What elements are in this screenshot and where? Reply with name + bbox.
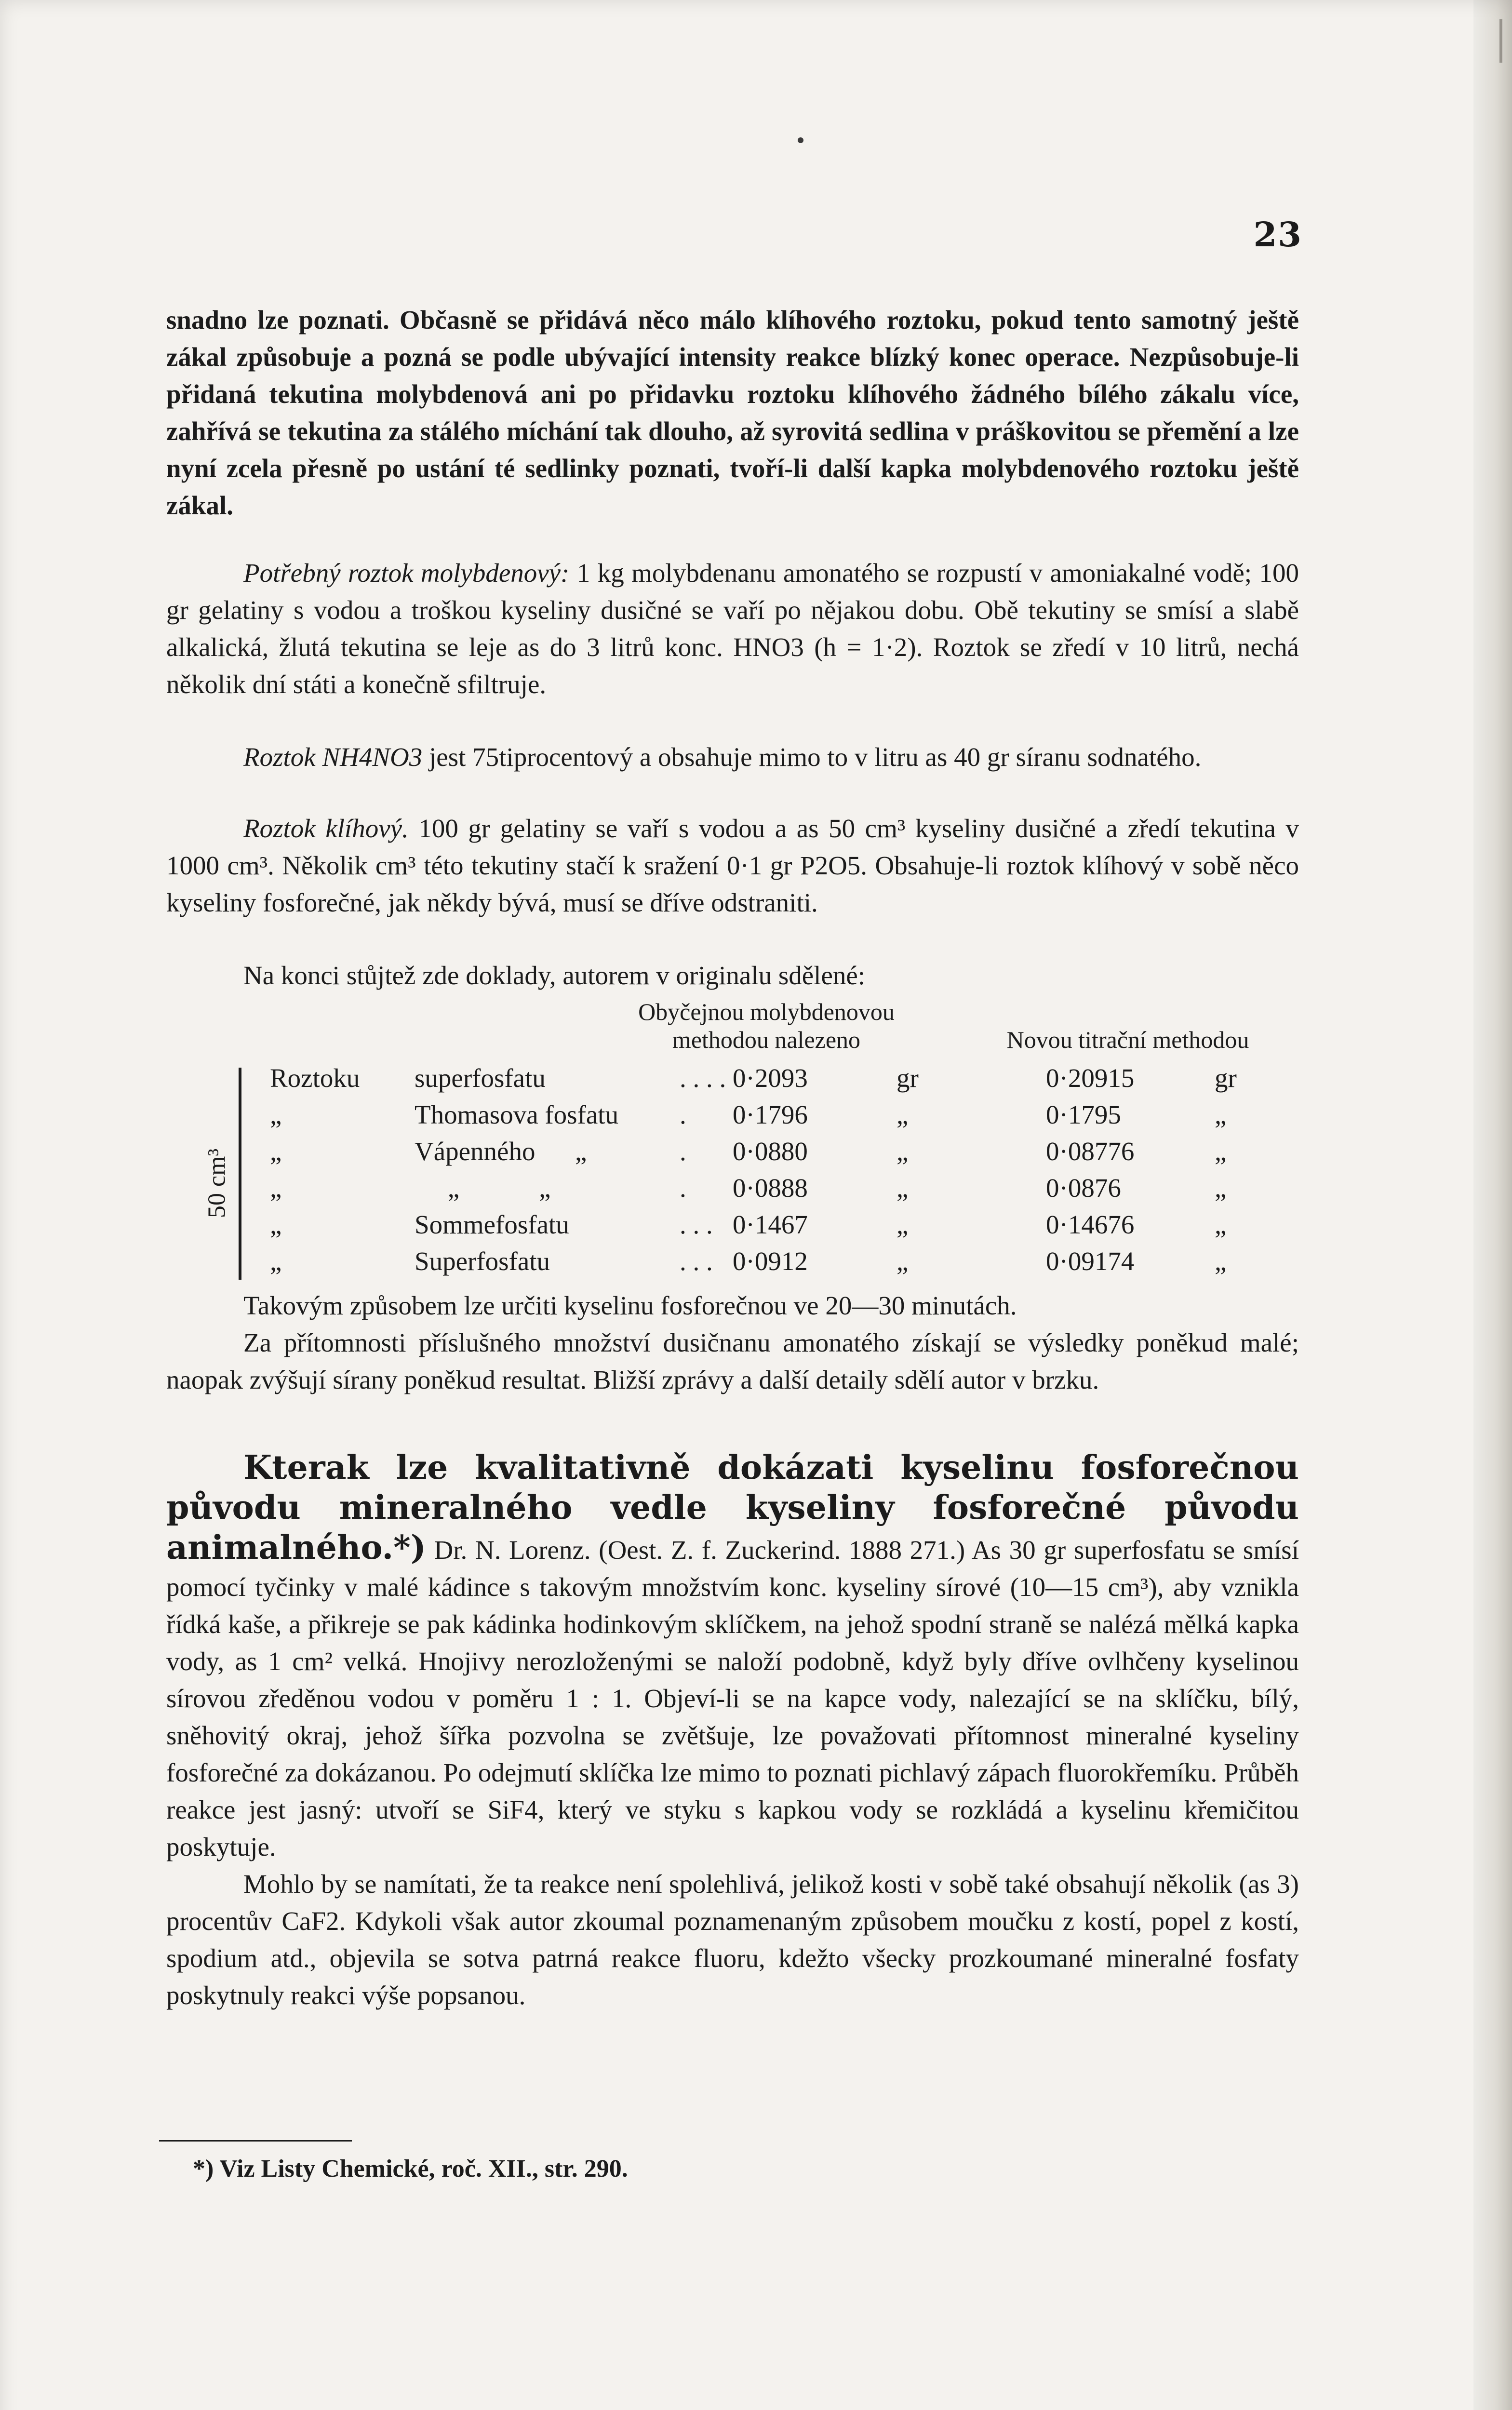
row-old-unit: „ (896, 1210, 909, 1239)
page-number: 23 (1253, 214, 1302, 254)
row-dots: . . . . (680, 1063, 726, 1093)
article-section (166, 1448, 1299, 2014)
results-table (270, 1063, 1297, 1283)
row-new-unit: gr (1215, 1063, 1237, 1093)
paragraph-2-body: 1 kg molybdenanu amonatého se rozpustí v amoniakalné vodě; 100 gr gelatiny s vodou a troškou kyseliny dusičné se vaří po nějakou dobu. Obě tekutiny se smísí a slabě alkalická, žlutá tekutina se leje as do 3 litrů konc. HNO3 (h = 1·2). Roztok se zředí v 10 litrů, nechá několik dní státi a konečně sfiltruje. (166, 558, 1299, 699)
paragraph-5-text: Na konci stůjtež zde doklady, autorem v originalu sdělené: (243, 961, 866, 990)
row-sample: Superfosfatu (415, 1246, 550, 1276)
sample-bracket (239, 1068, 256, 1280)
paragraph-2-lead: Potřebný roztok molybdenový: (243, 558, 570, 588)
paragraph-4-lead: Roztok klíhový. (243, 814, 409, 843)
row-new-value: 0·09174 (1046, 1246, 1135, 1276)
paragraph-3-lead: Roztok NH4NO3 (243, 742, 423, 772)
row-new-unit: „ (1215, 1137, 1227, 1166)
row-new-unit: „ (1215, 1246, 1227, 1276)
row-old-unit: „ (896, 1173, 909, 1203)
row-new-value: 0·1795 (1046, 1100, 1121, 1129)
row-old-value: 0·0888 (733, 1173, 808, 1203)
paragraph-6-summary: Takovým způsobem lze určiti kyselinu fosforečnou ve 20—30 minutách. (243, 1291, 1017, 1320)
row-dots: . . . (680, 1210, 713, 1239)
row-old-value: 0·0880 (733, 1137, 808, 1166)
header-new-method: Novou titrační methodou (1006, 1026, 1249, 1053)
row-new-unit: „ (1215, 1100, 1227, 1129)
table-row (270, 1173, 1297, 1209)
row-label: „ (270, 1173, 282, 1203)
row-label: Roztoku (270, 1063, 360, 1093)
row-old-unit: „ (896, 1246, 909, 1276)
header-old-method: Obyčejnou molybdenovou methodou nalezeno (638, 998, 895, 1053)
paragraph-1-text: snadno lze poznati. Občasně se přidává něco málo klíhového roztoku, pokud tento samotný ještě zákal způsobuje a pozná se podle ubývající intensity reakce blízký konec operace. Nezpůsobuje-li přidaná tekutina molybdenová ani po přidavku roztoku klíhového žádného bílého zákalu více, zahřívá se tekutina za stálého míchání tak dlouho, až syrovitá sedlina v práškovitou se přemění a lze nyní zcela přesně po ustání té sedlinky poznati, tvoří-li další kapka molybdenového roztoku ještě zákal. (166, 305, 1299, 520)
row-new-unit: „ (1215, 1210, 1227, 1239)
row-sample: Vápenného „ (415, 1137, 587, 1166)
footnote-divider (159, 2140, 352, 2142)
row-new-value: 0·0876 (1046, 1173, 1121, 1203)
paragraph-4-body: 100 gr gelatiny se vaří s vodou a as 50 cm³ kyseliny dusičné a zředí tekutina v 1000 cm³. Několik cm³ této tekutiny stačí k sražení 0·1 gr P2O5. Obsahuje-li roztok klíhový v sobě něco kyseliny fosforečné, jak někdy bývá, musí se dříve odstraniti. (166, 814, 1299, 917)
row-old-value: 0·1796 (733, 1100, 808, 1129)
paragraph-6 (166, 1287, 1299, 1398)
row-label: „ (270, 1137, 282, 1166)
row-old-unit: „ (896, 1100, 909, 1129)
sample-volume-label: 50 cm³ (203, 1148, 231, 1218)
row-new-value: 0·20915 (1046, 1063, 1135, 1093)
paragraph-3-body: jest 75tiprocentový a obsahuje mimo to v litru as 40 gr síranu sodnatého. (422, 742, 1202, 772)
footnote: *) Viz Listy Chemické, roč. XII., str. 290. (193, 2155, 628, 2182)
page-spine (1473, 0, 1512, 2410)
row-label: „ (270, 1100, 282, 1129)
row-old-value: 0·2093 (733, 1063, 808, 1093)
row-old-value: 0·1467 (733, 1210, 808, 1239)
table-row (270, 1099, 1297, 1136)
table-row (270, 1063, 1297, 1099)
row-dots: . (680, 1173, 686, 1203)
article-body: Dr. N. Lorenz. (Oest. Z. f. Zuckerind. 1888 271.) As 30 gr superfosfatu se smísí pomocí tyčinky v malé kádince s takovým množstvím konc. kyseliny sírové (10—15 cm³), aby vznikla řídká kaše, a přikreje se pak kádinka hodinkovým sklíčkem, na jehož spodní straně se nalézá mělká kapka vody, as 1 cm² velká. Hnojivy nerozloženými se naloží podobně, když byly dříve ovlhčeny kyselinou sírovou zředěnou vodou v poměru 1 : 1. Objeví-li se na kapce vody, nalezající se na sklíčku, bílý, sněhovitý okraj, jehož šířka pozvolna se zvětšuje, lze považovati přítomnost mineralné kyseliny fosforečné za dokázanou. Po odejmutí sklíčka lze mimo to poznati pichlavý zápach fluorokřemíku. Průběh reakce jest jasný: utvoří se SiF4, který ve styku s kapkou vody se rozkládá a kyselinu křemičitou poskytuje. (166, 1535, 1299, 1861)
article-heading: Kterak lze kvalitativně dokázati kyselinu fosforečnou původu mineralného vedle kyseliny fosforečné původu animalného.*) (166, 1448, 1299, 1567)
paragraph-2 (166, 554, 1299, 703)
row-sample: Thomasova fosfatu (415, 1100, 619, 1129)
table-row (270, 1246, 1297, 1283)
spine-mark (1499, 19, 1502, 63)
row-dots: . (680, 1100, 686, 1129)
article-paragraph-2: Mohlo by se namítati, že ta reakce není spolehlivá, jelikož kosti v sobě také obsahují několik (as 3) procentův CaF2. Kdykoli však autor zkoumal poznamenaným způsobem moučku z kostí, popel z kostí, spodium atd., objevila se sotva patrná reakce fluoru, kdežto všecky prozkoumané mineralné fosfaty poskytnuly reakci výše popsanou. (166, 1869, 1299, 2010)
paragraph-6-notes: Za přítomnosti příslušného množství dusičnanu amonatého získají se výsledky poněkud malé; naopak zvýšují sírany poněkud resultat. Bližší zprávy a další detaily sdělí autor v brzku. (166, 1328, 1299, 1394)
row-label: „ (270, 1246, 282, 1276)
row-dots: . . . (680, 1246, 713, 1276)
row-new-value: 0·08776 (1046, 1137, 1135, 1166)
row-dots: . (680, 1137, 686, 1166)
row-old-unit: gr (896, 1063, 919, 1093)
row-sample: superfosfatu (415, 1063, 546, 1093)
row-old-value: 0·0912 (733, 1246, 808, 1276)
row-label: „ (270, 1210, 282, 1239)
row-sample: „ „ (415, 1173, 551, 1203)
row-new-unit: „ (1215, 1173, 1227, 1203)
scan-speck (798, 137, 803, 143)
row-new-value: 0·14676 (1046, 1210, 1135, 1239)
paragraph-1 (166, 301, 1299, 524)
paragraph-3 (166, 738, 1299, 776)
row-old-unit: „ (896, 1137, 909, 1166)
table-row (270, 1209, 1297, 1246)
paragraph-4 (166, 810, 1299, 921)
paragraph-5 (166, 957, 1299, 994)
table-row (270, 1136, 1297, 1173)
row-sample: Sommefosfatu (415, 1210, 569, 1239)
